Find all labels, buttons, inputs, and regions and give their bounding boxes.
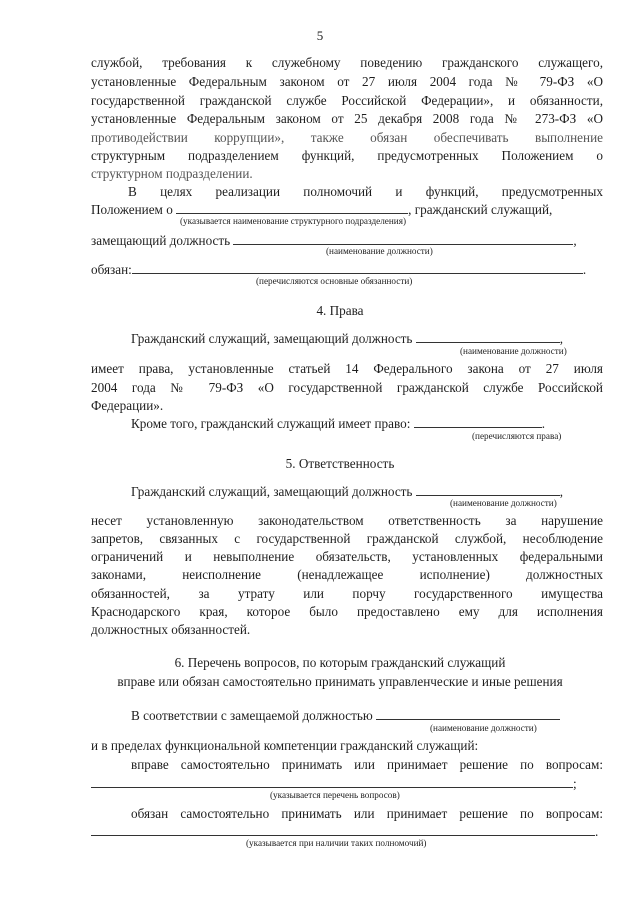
hint-text: (указывается перечень вопросов) xyxy=(270,790,400,800)
label-text: , xyxy=(559,331,564,346)
paragraph-line: запретов, связанных с государственной гражданской службой, несоблюдение xyxy=(91,531,603,546)
label-text: , xyxy=(573,233,577,248)
paragraph-line: службой, требования к служебному поведению гражданского служащего, xyxy=(91,55,603,70)
hint-text: (перечисляются основные обязанности) xyxy=(256,276,413,286)
label-text: замещающий должность xyxy=(91,233,231,248)
label-text: ; xyxy=(573,776,577,791)
paragraph-line: вправе самостоятельно принимать или принимает решение по вопросам: xyxy=(131,757,603,772)
paragraph-line: государственной гражданской службе Российской Федерации», и обязанности, xyxy=(91,93,603,108)
section-heading: 4. Права xyxy=(316,303,364,318)
label-text: В соответствии с замещаемой должностью xyxy=(131,708,373,723)
section-heading: 6. Перечень вопросов, по которым гражданский служащий xyxy=(174,655,506,670)
paragraph-line: структурным подразделением функций, предусмотренных Положением о xyxy=(91,148,603,163)
label-text: . xyxy=(582,262,587,277)
form-line-rights xyxy=(131,415,545,432)
paragraph-line: Краснодарского края, которое было предоставлено ему для исполнения xyxy=(91,604,603,619)
hint-text: (наименование должности) xyxy=(450,498,557,508)
paragraph-line: установленные Федеральным законом от 27 июля 2004 года № 79-ФЗ «О xyxy=(91,74,603,89)
label-text: обязан: xyxy=(91,262,132,277)
paragraph-line: ограничений и невыполнение обязательств, установленных федеральными xyxy=(91,549,603,564)
page-number: 5 xyxy=(316,28,324,43)
blank-field-rights[interactable] xyxy=(414,415,542,428)
blank-field-powers[interactable] xyxy=(91,823,595,836)
label-text: Кроме того, гражданский служащий имеет право: xyxy=(131,416,411,431)
paragraph-line: имеет права, установленные статьей 14 Федерального закона от 27 июля xyxy=(91,361,603,376)
blank-field-position[interactable] xyxy=(416,330,560,343)
paragraph-line: должностных обязанностей. xyxy=(91,622,251,637)
paragraph-line: обязанностей, за утрату или порчу государственного имущества xyxy=(91,586,603,601)
form-line-position xyxy=(131,330,563,347)
label-text: Положением о xyxy=(91,202,173,217)
hint-text: (указывается наименование структурного подразделения) xyxy=(180,216,406,226)
paragraph-line: законами, неисполнение (ненадлежащее исполнение) должностных xyxy=(91,567,603,582)
blank-field-questions[interactable] xyxy=(91,775,573,788)
blank-field-position[interactable] xyxy=(416,483,560,496)
paragraph-line: установленные Федеральным законом от 25 декабря 2008 года № 273-ФЗ «О xyxy=(91,111,603,126)
paragraph-line: структурном подразделении. xyxy=(91,166,253,181)
blank-field-position[interactable] xyxy=(376,707,560,720)
label-text: . xyxy=(541,416,545,431)
label-text: . xyxy=(595,824,599,839)
blank-field-unit[interactable] xyxy=(176,201,408,214)
paragraph-line: и в пределах функциональной компетенции гражданский служащий: xyxy=(91,738,479,753)
paragraph-line: В целях реализации полномочий и функций, предусмотренных xyxy=(128,184,603,199)
hint-text: (наименование должности) xyxy=(460,346,567,356)
blank-field-duties[interactable] xyxy=(132,261,583,274)
paragraph-line: противодействии коррупции», также обязан обеспечивать выполнение xyxy=(91,130,603,145)
blank-field-position[interactable] xyxy=(233,232,573,245)
paragraph-line: несет установленную законодательством ответственность за нарушение xyxy=(91,513,603,528)
label-text: , гражданский служащий, xyxy=(408,202,553,217)
hint-text: (наименование должности) xyxy=(326,246,433,256)
section-heading: 5. Ответственность xyxy=(285,456,395,471)
paragraph-line: обязан самостоятельно принимать или принимает решение по вопросам: xyxy=(131,806,603,821)
hint-text: (указывается при наличии таких полномочий) xyxy=(246,838,427,848)
paragraph-line: 2004 года № 79-ФЗ «О государственной гражданской службе Российской xyxy=(91,380,603,395)
hint-text: (наименование должности) xyxy=(430,723,537,733)
hint-text: (перечисляются права) xyxy=(472,431,562,441)
label-text: , xyxy=(559,484,564,499)
label-text: Гражданский служащий, замещающий должность xyxy=(131,331,413,346)
form-line-position xyxy=(131,707,560,724)
section-heading: вправе или обязан самостоятельно принимать управленческие и иные решения xyxy=(117,674,563,689)
label-text: Гражданский служащий, замещающий должность xyxy=(131,484,413,499)
paragraph-line: Федерации». xyxy=(91,398,164,413)
